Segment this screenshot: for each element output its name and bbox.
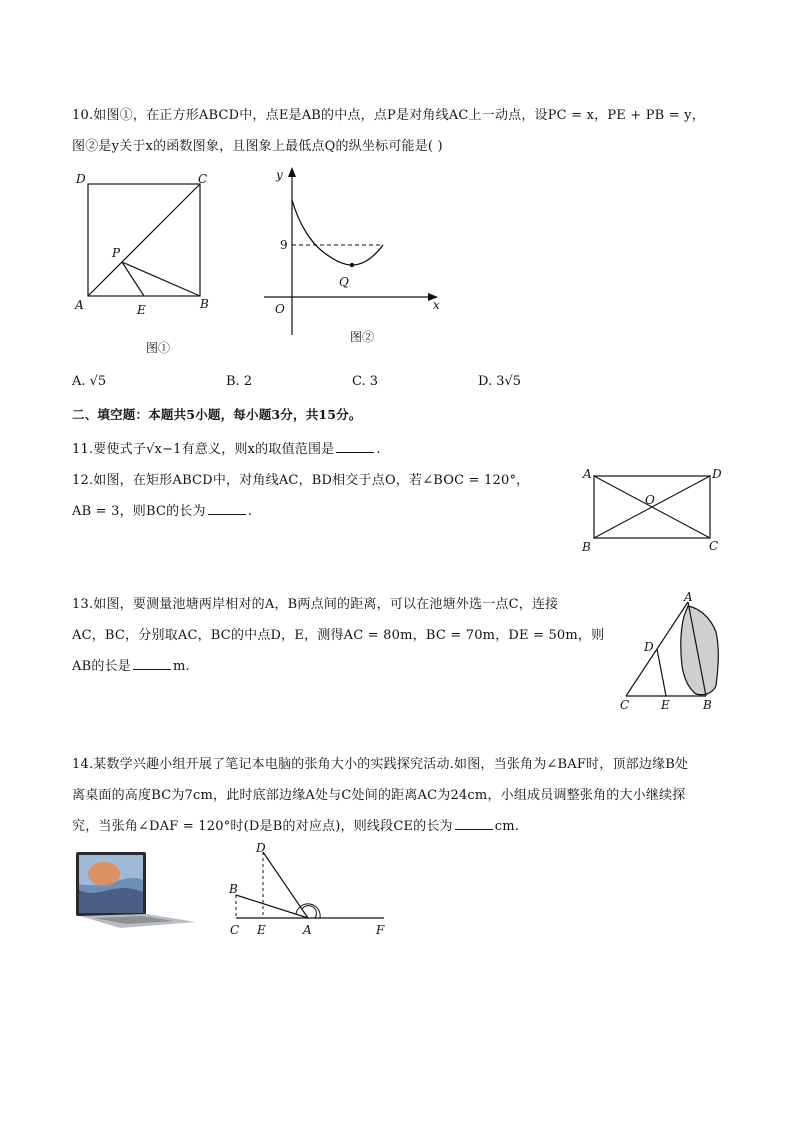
q11-text: 11.要使式子√x−1有意义，则x的取值范围是 — [72, 442, 335, 457]
laptop-illustration — [74, 850, 198, 930]
q12-answer-blank — [208, 502, 246, 515]
q14-label-a: A — [303, 923, 312, 937]
q14-label-c: C — [230, 923, 240, 937]
q13-line2: AC，BC，分别取AC，BC的中点D，E，测得AC = 80m，BC = 70m，DE = 50m，则 — [72, 628, 605, 643]
q13-text: AB的长是 — [72, 659, 131, 674]
fig2-label-o: O — [275, 302, 285, 316]
y-axis-arrow — [288, 167, 296, 177]
fig2-label-x: x — [433, 298, 440, 312]
q13-label-e: E — [661, 698, 670, 712]
fig1-label-a: A — [75, 298, 84, 312]
q14-answer-blank — [455, 817, 493, 830]
q12-label-c: C — [709, 539, 719, 553]
fig1-label-d: D — [76, 172, 86, 186]
q14-label-f: F — [376, 923, 385, 937]
diagonal-ac — [88, 184, 200, 296]
fig1-label-b: B — [200, 297, 209, 311]
q13-end: m. — [172, 659, 190, 674]
q10-figure1 — [70, 168, 220, 358]
segment-ab — [236, 895, 308, 918]
q10-option-b: B. 2 — [226, 374, 253, 389]
q12-text: AB = 3，则BC的长为 — [72, 504, 206, 519]
q14-figure — [222, 838, 397, 943]
q13-label-c: C — [620, 698, 630, 712]
q11-end: . — [376, 442, 381, 457]
q12-label-d: D — [712, 467, 722, 481]
function-curve — [292, 200, 383, 265]
q10-option-c: C. 3 — [352, 374, 379, 389]
q12-label-o: O — [645, 493, 655, 507]
fig1-label-e: E — [137, 303, 146, 317]
segment-de — [657, 649, 666, 696]
fig2-label-9: 9 — [280, 238, 288, 252]
fig2-label-q: Q — [339, 275, 349, 289]
q14-line1: 14.某数学兴趣小组开展了笔记本电脑的张角大小的实践探究活动.如图，当张角为∠BAF时，顶部边缘B处 — [72, 757, 689, 772]
segment-ad — [263, 852, 308, 918]
q14-line3 — [72, 815, 519, 834]
fig2-caption: 图② — [350, 330, 375, 344]
pond-shape — [681, 606, 719, 695]
q10-line1: 10.如图①，在正方形ABCD中，点E是AB的中点，点P是对角线AC上一动点，设PC = x，PE + PB = y， — [72, 108, 705, 123]
q14-label-b: B — [229, 882, 238, 896]
q13-label-d: D — [644, 640, 654, 654]
q10-option-a: A. √5 — [72, 374, 107, 389]
fig1-label-p: P — [112, 246, 121, 260]
q12-label-a: A — [583, 467, 592, 481]
q10-option-d: D. 3√5 — [478, 374, 522, 389]
q13-label-b: B — [703, 698, 712, 712]
q10-figure2 — [260, 165, 450, 350]
q13-figure — [612, 588, 732, 713]
q12-line2 — [72, 500, 252, 519]
q14-line2: 离桌面的高度BC为7cm，此时底部边缘A处与C处间的距离AC为24cm，小组成员调整张角的大小继续探 — [72, 788, 686, 803]
q14-label-e: E — [257, 923, 266, 937]
q12-end: . — [247, 504, 253, 519]
q14-label-d: D — [256, 841, 266, 855]
q13-line1: 13.如图，要测量池塘两岸相对的A，B两点间的距离，可以在池塘外选一点C，连接 — [72, 597, 559, 612]
point-q — [350, 263, 354, 267]
q14-text: 究，当张角∠DAF = 120°时(D是B的对应点)，则线段CE的长为 — [72, 819, 453, 834]
q12-figure — [578, 462, 728, 557]
fig1-caption: 图① — [146, 341, 171, 355]
q11-answer-blank — [336, 440, 374, 453]
q13-label-a: A — [684, 590, 693, 604]
q12-line1: 12.如图，在矩形ABCD中，对角线AC，BD相交于点O，若∠BOC = 120°， — [72, 473, 530, 488]
q11-line — [72, 438, 381, 457]
q12-label-b: B — [582, 540, 591, 554]
q10-line2: 图②是y关于x的函数图象，且图象上最低点Q的纵坐标可能是( ) — [72, 139, 443, 154]
q14-end: cm. — [494, 819, 520, 834]
q13-line3 — [72, 655, 190, 674]
fig1-label-c: C — [198, 172, 208, 186]
section2-heading: 二、填空题：本题共5小题，每小题3分，共15分。 — [72, 407, 362, 422]
fig2-label-y: y — [276, 168, 283, 182]
q13-answer-blank — [133, 657, 171, 670]
screen-orange-shape — [88, 862, 120, 886]
